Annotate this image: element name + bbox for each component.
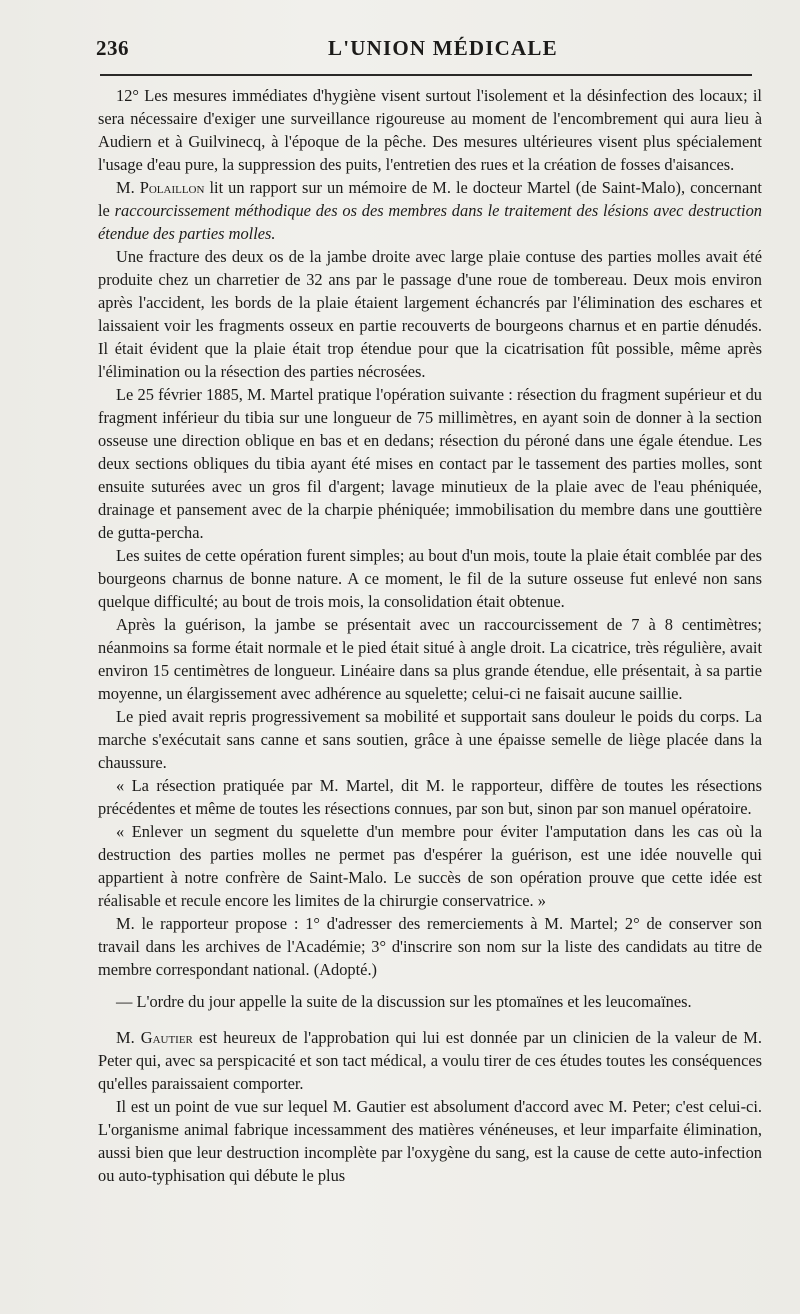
paragraph-text: M. bbox=[116, 178, 140, 197]
paragraph-text: lit un rapport sur un mémoire de M. le docteur Martel (de Saint-Malo), concernant le bbox=[98, 178, 762, 220]
paragraph-text: « La résection pratiquée par M. Martel, dit M. le rapporteur, diffère de toutes les résections précédentes et même de toutes les résections connues, par son but, sinon par son manuel opératoire. bbox=[98, 776, 762, 818]
paragraph-p8 bbox=[98, 774, 762, 820]
paragraph-text: Il est un point de vue sur lequel M. Gautier est absolument d'accord avec M. Peter; c'est celui-ci. L'organisme animal fabrique incessamment des matières vénéneuses, et leur imparfaite élimination, aussi bien que leur destruction incomplète par l'oxygène du sang, est la cause de cette auto-infection ou auto-typhisation qui débute le plus bbox=[98, 1097, 762, 1185]
paragraph-text: M. le rapporteur propose : 1° d'adresser des remerciements à M. Martel; 2° de conserver son travail dans les archives de l'Académie; 3° d'inscrire son nom sur la liste des candidats au titre de membre correspondant national. (Adopté.) bbox=[98, 914, 762, 979]
paragraph-p5 bbox=[98, 544, 762, 613]
paragraph-text: est heureux de l'approbation qui lui est donnée par un clinicien de la valeur de M. Peter qui, avec sa perspicacité et son tact médical, a voulu tirer de ces études toutes les conséquences qu'elles paraissaient comporter. bbox=[98, 1028, 762, 1093]
paragraph-p13 bbox=[98, 1095, 762, 1187]
paragraph-text: Les suites de cette opération furent simples; au bout d'un mois, toute la plaie était comblée par des bourgeons charnus de bonne nature. A ce moment, le fil de la suture osseuse fut enlevé non sans quelque difficulté; au bout de trois mois, la consolidation était obtenue. bbox=[98, 546, 762, 611]
author-name: Gautier bbox=[140, 1028, 193, 1047]
paragraph-text: M. bbox=[116, 1028, 141, 1047]
paragraph-text: Après la guérison, la jambe se présentait avec un raccourcissement de 7 à 8 centimètres; néanmoins sa forme était normale et le pied était situé à angle droit. La cicatrice, très régulière, avait environ 15 centimètres de longueur. Linéaire dans sa plus grande étendue, elle présentait, à sa partie moyenne, un élargissement avec adhérence au squelette; celui-ci ne faisait aucune saillie. bbox=[98, 615, 762, 703]
paragraph-p7 bbox=[98, 705, 762, 774]
paragraph-p2 bbox=[98, 176, 762, 245]
paragraph-p10 bbox=[98, 912, 762, 981]
paragraph-text: 12° Les mesures immédiates d'hygiène visent surtout l'isolement et la désinfection des locaux; il sera nécessaire d'exiger une surveillance rigoureuse au moment de l'encombrement qui aura lieu à Audiern et à Guilvinecq, à l'époque de la pêche. Des mesures ultérieures visent plus spécialement l'usage d'eau pure, la suppression des puits, l'entretien des rues et la création de fosses d'aisances. bbox=[98, 86, 762, 174]
author-name: Polaillon bbox=[139, 178, 205, 197]
paragraph-text: — L'ordre du jour appelle la suite de la discussion sur les ptomaïnes et les leucomaïnes. bbox=[116, 992, 692, 1011]
memoir-title: raccourcissement méthodique des os des membres dans le traitement des lésions avec destruction étendue des parties molles. bbox=[98, 201, 762, 243]
page-header bbox=[96, 36, 746, 70]
paragraph-text: Le pied avait repris progressivement sa mobilité et supportait sans douleur le poids du corps. La marche s'exécutait sans canne et sans soutien, grâce à une épaisse semelle de liège placée dans la chaussure. bbox=[98, 707, 762, 772]
running-title: L'UNION MÉDICALE bbox=[328, 36, 558, 60]
paragraph-p3 bbox=[98, 245, 762, 383]
paragraph-p4 bbox=[98, 383, 762, 544]
article-body bbox=[98, 84, 762, 1187]
header-rule bbox=[100, 74, 752, 76]
paragraph-p12 bbox=[98, 1026, 762, 1095]
paragraph-text: Une fracture des deux os de la jambe droite avec large plaie contuse des parties molles avait été produite chez un charretier de 32 ans par le passage d'une roue de tombereau. Deux mois environ après l'accident, les bords de la plaie étaient largement échancrés par l'élimination des eschares et laissaient voir les fragments osseux en partie recouverts de bourgeons charnus et en partie dénudés. Il était évident que la plaie était trop étendue pour que la cicatrisation fût possible, même après l'élimination ou la résection des parties nécrosées. bbox=[98, 247, 762, 381]
paragraph-p6 bbox=[98, 613, 762, 705]
paragraph-text: « Enlever un segment du squelette d'un membre pour éviter l'amputation dans les cas où la destruction des parties molles ne permet pas d'espérer la guérison, est une idée nouvelle qui appartient à notre confrère de Saint-Malo. Le succès de son opération prouve que cette idée est réalisable et recule encore les limites de la chirurgie conservatrice. » bbox=[98, 822, 762, 910]
paragraph-p11 bbox=[98, 990, 762, 1013]
paragraph-p1 bbox=[98, 84, 762, 176]
page-number: 236 bbox=[96, 36, 129, 60]
paragraph-text: Le 25 février 1885, M. Martel pratique l'opération suivante : résection du fragment supérieur et du fragment inférieur du tibia sur une longueur de 75 millimètres, en ayant soin de donner à la section osseuse une direction oblique en bas et en dedans; résection du péroné dans une égale étendue. Les deux sections obliques du tibia ayant été mises en contact par le tassement des parties molles, sont ensuite suturées avec un gros fil d'argent; lavage minutieux de la plaie avec de l'eau phéniquée, drainage et pansement avec de la charpie phéniquée; immobilisation du membre dans une gouttière de gutta-percha. bbox=[98, 385, 762, 542]
paragraph-p9 bbox=[98, 820, 762, 912]
